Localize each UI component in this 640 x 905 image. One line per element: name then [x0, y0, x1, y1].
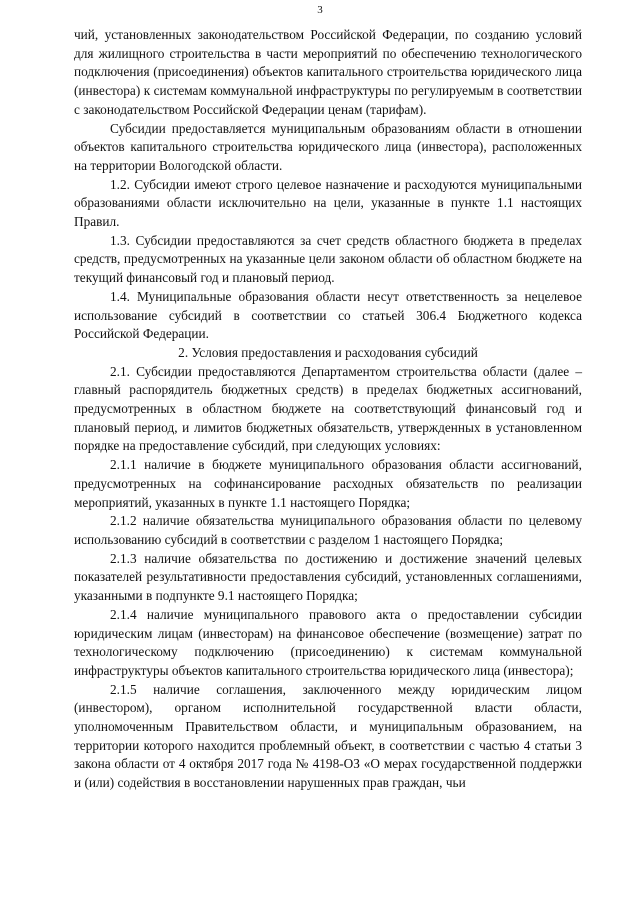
- paragraph-1-2: 1.2. Субсидии имеют строго целевое назначение и расходуются муниципальными образованиями области исключительно на цели, указанные в пункте 1.1 настоящих Правил.: [74, 176, 582, 230]
- paragraph-1-3: 1.3. Субсидии предоставляются за счет средств областного бюджета в пределах средств, предусмотренных на указанные цели законом области об областном бюджете на текущий финансовый год и плановый период.: [74, 232, 582, 286]
- paragraph-2-1: 2.1. Субсидии предоставляются Департаментом строительства области (далее – главный распорядитель бюджетных средств) в пределах бюджетных ассигнований, предусмотренных в областном бюджете на соответствующий финансовый год и плановый период, и лимитов бюджетных обязательств, утвержденных в установленном порядке на предоставление субсидий, при следующих условиях:: [74, 363, 582, 454]
- document-body: [74, 26, 582, 793]
- paragraph-1-4: 1.4. Муниципальные образования области несут ответственность за нецелевое использование субсидий в соответствии со статьей 306.4 Бюджетного кодекса Российской Федерации.: [74, 288, 582, 342]
- paragraph-2-1-3: 2.1.3 наличие обязательства по достижению и достижение значений целевых показателей результативности предоставления субсидий, установленных соглашениями, указанными в подпункте 9.1 настоящего Порядка;: [74, 550, 582, 604]
- paragraph-continuation: чий, установленных законодательством Российской Федерации, по созданию условий для жилищного строительства в части мероприятий по обеспечению технологического подключения (присоединения) объектов капитального строительства юридического лица (инвестора) к системам коммунальной инфраструктуры по регулируемым в соответствии с законодательством Российской Федерации ценам (тарифам).: [74, 27, 582, 117]
- paragraph-2-1-2: 2.1.2 наличие обязательства муниципального образования области по целевому использованию субсидий в соответствии с разделом 1 настоящего Порядка;: [74, 513, 582, 547]
- page-number: 3: [317, 4, 323, 16]
- paragraph-2-1-1: 2.1.1 наличие в бюджете муниципального образования области ассигнований, предусмотренных на софинансирование расходных обязательств по реализации мероприятий, указанных в пункте 1.1 настоящего Порядка;: [74, 457, 582, 510]
- paragraph-2-1-4: 2.1.4 наличие муниципального правового акта о предоставлении субсидии юридическим лицам (инвесторам) на финансовое обеспечение (возмещение) затрат по технологическому подключению (присоединению) к системам коммунальной инфраструктуры объектов капитального строительства юридического лица (инвестора);: [74, 606, 582, 678]
- section-heading: 2. Условия предоставления и расходования субсидий: [178, 344, 478, 360]
- paragraph-subsidy-scope: Субсидии предоставляется муниципальным образованиям области в отношении объектов капитального строительства юридического лица (инвестора), расположенных на территории Вологодской области.: [74, 120, 582, 173]
- paragraph-2-1-5: 2.1.5 наличие соглашения, заключенного между юридическим лицом (инвестором), органом исполнительной государственной власти области, уполномоченным Правительством области, и муниципальным образованием, на территории которого находится проблемный объект, в соответствии с частью 4 статьи 3 закона области от 4 октября 2017 года № 4198-ОЗ «О мерах государственной поддержки и (или) содействия в восстановлении нарушенных прав граждан, чьи: [74, 681, 582, 791]
